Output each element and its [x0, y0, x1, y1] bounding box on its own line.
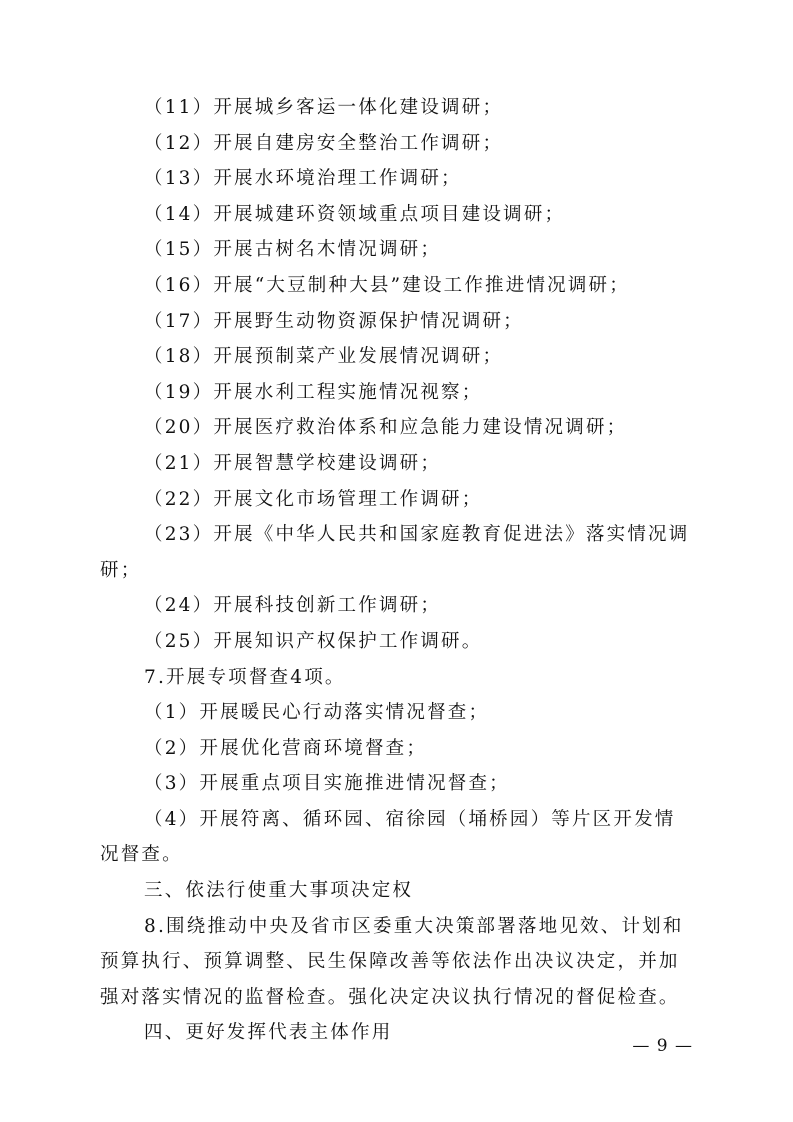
text-line: （16）开展“大豆制种大县”建设工作推进情况调研； — [144, 274, 630, 296]
section-heading: 三、依法行使重大事项决定权 — [144, 880, 414, 902]
text-line: 预算执行、预算调整、民生保障改善等依法作出决议决定，并加 — [100, 951, 680, 973]
text-line: （21）开展智慧学校建设调研； — [144, 452, 442, 474]
page-number: — 9 — — [632, 1036, 693, 1056]
text-line: （25）开展知识产权保护工作调研。 — [144, 630, 483, 652]
text-line: 强对落实情况的监督检查。强化决定决议执行情况的督促检查。 — [100, 986, 680, 1008]
text-line: （14）开展城建环资领域重点项目建设调研； — [144, 203, 566, 225]
section-heading: 7.开展专项督查4项。 — [144, 666, 346, 688]
text-line: （1）开展暖民心行动落实情况督查； — [144, 702, 490, 724]
text-line: （15）开展古树名木情况调研； — [144, 239, 442, 261]
text-line: （12）开展自建房安全整治工作调研； — [144, 132, 504, 154]
text-line: （3）开展重点项目实施推进情况督查； — [144, 773, 510, 795]
body-text — [100, 90, 710, 1051]
text-line: （13）开展水环境治理工作调研； — [144, 168, 462, 190]
section-heading: 四、更好发挥代表主体作用 — [144, 1022, 393, 1044]
text-line: （22）开展文化市场管理工作调研； — [144, 488, 483, 510]
text-line: （18）开展预制菜产业发展情况调研； — [144, 346, 504, 368]
text-line: （23）开展《中华人民共和国家庭教育促进法》落实情况调 — [144, 524, 690, 546]
text-line: （20）开展医疗救治体系和应急能力建设情况调研； — [144, 417, 628, 439]
text-line: （4）开展符离、循环园、宿徐园（埇桥园）等片区开发情 — [144, 808, 676, 830]
text-line: （17）开展野生动物资源保护情况调研； — [144, 310, 524, 332]
text-line: （19）开展水利工程实施情况视察； — [144, 381, 483, 403]
text-line: （2）开展优化营商环境督查； — [144, 737, 428, 759]
text-line: 8.围绕推动中央及省市区委重大决策部署落地见效、计划和 — [144, 915, 684, 937]
text-line: 研； — [100, 559, 142, 581]
text-line: （11）开展城乡客运一体化建设调研； — [144, 97, 504, 118]
text-line: 况督查。 — [100, 844, 183, 866]
text-line: （24）开展科技创新工作调研； — [144, 595, 442, 617]
